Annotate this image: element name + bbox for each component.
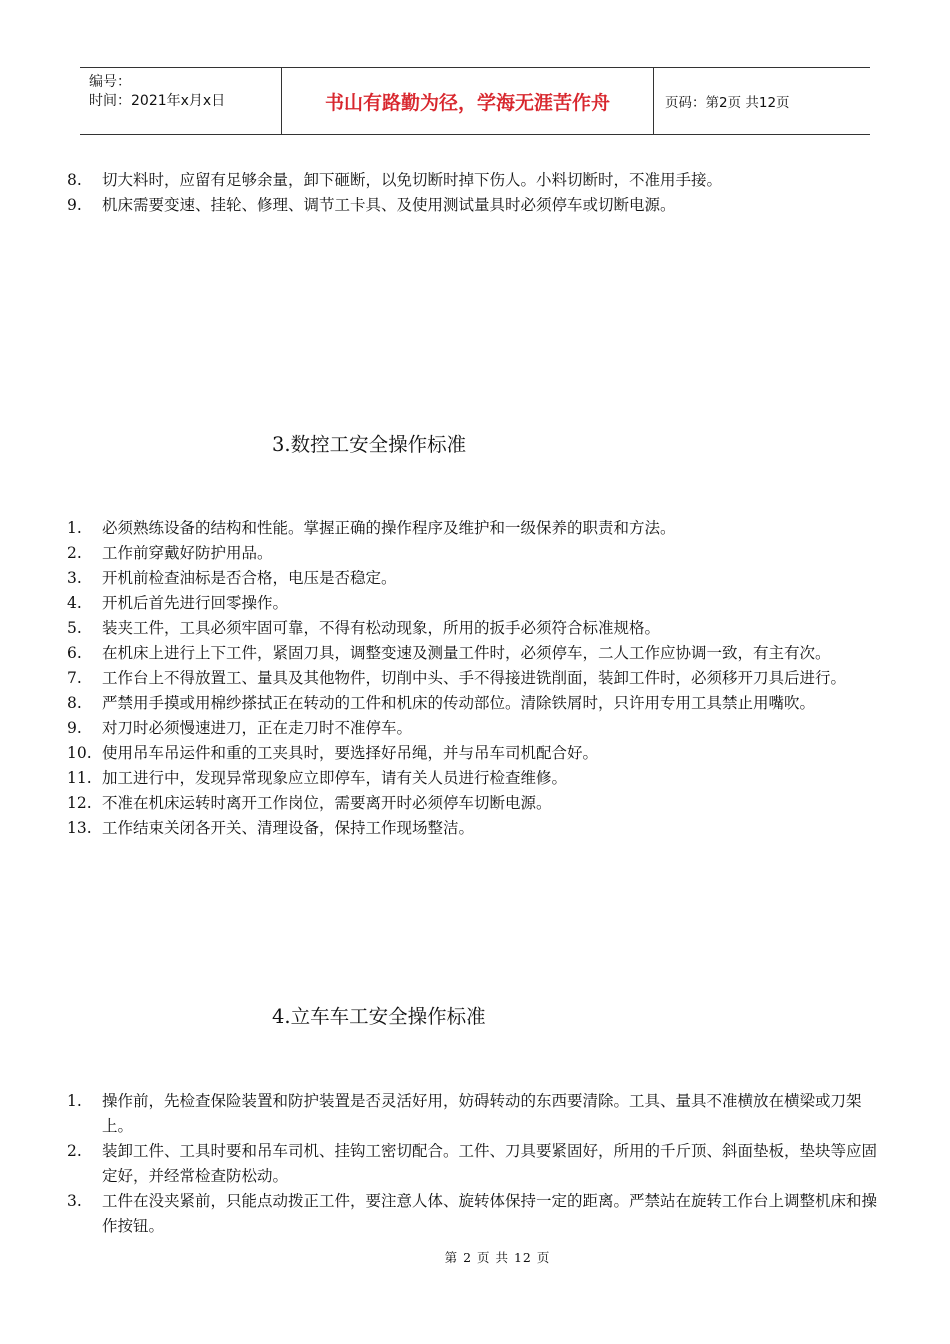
list-item-text: 在机床上进行上下工件，紧固刀具，调整变速及测量工件时，必须停车，二人工作应协调一致，有主有次。: [102, 644, 831, 662]
list-item-text: 机床需要变速、挂轮、修理、调节工卡具、及使用测试量具时必须停车或切断电源。: [102, 196, 676, 214]
list-item-number: 10.: [67, 744, 92, 762]
list-item-number: 13.: [67, 819, 92, 837]
list-item: [67, 591, 887, 616]
list-item-number: 3.: [67, 569, 82, 587]
list-item: [67, 616, 887, 641]
page-footer: 第 2 页 共 12 页: [444, 1250, 551, 1265]
list-item-number: 8.: [67, 171, 82, 189]
list-item-number: 8.: [67, 694, 82, 712]
list-item: [67, 816, 887, 841]
list-item-number: 2.: [67, 544, 82, 562]
list-item-text: 操作前，先检查保险装置和防护装置是否灵活好用，妨碍转动的东西要清除。工具、量具不准横放在横梁或刀架上。: [102, 1092, 862, 1135]
list-item: [67, 741, 887, 766]
header-meta: [80, 68, 282, 134]
list-item-number: 7.: [67, 669, 82, 687]
list-item-number: 3.: [67, 1192, 82, 1210]
list-top: [67, 168, 887, 218]
list-item-text: 严禁用手摸或用棉纱搽拭正在转动的工件和机床的传动部位。清除铁屑时，只许用专用工具禁止用嘴吹。: [102, 694, 816, 712]
list-item-number: 2.: [67, 1142, 82, 1160]
list-item-number: 6.: [67, 644, 82, 662]
list-item: [67, 193, 887, 218]
list-item: [67, 716, 887, 741]
list-item-text: 工作台上不得放置工、量具及其他物件，切削中头、手不得接进铣削面，装卸工件时，必须移开刀具后进行。: [102, 669, 847, 687]
list-item-text: 使用吊车吊运件和重的工夹具时，要选择好吊绳，并与吊车司机配合好。: [102, 744, 599, 762]
header-motto: 书山有路勤为径，学海无涯苦作舟: [282, 68, 654, 134]
list-item-text: 加工进行中，发现异常现象应立即停车，请有关人员进行检查维修。: [102, 769, 568, 787]
list-item-number: 9.: [67, 719, 82, 737]
list-item-text: 对刀时必须慢速进刀，正在走刀时不准停车。: [102, 719, 413, 737]
list-item-number: 11.: [67, 769, 92, 787]
list-item-text: 装卸工件、工具时要和吊车司机、挂钩工密切配合。工件、刀具要紧固好，所用的千斤顶、斜面垫板，垫块等应固定好，并经常检查防松动。: [102, 1142, 878, 1185]
list-item-number: 5.: [67, 619, 82, 637]
list-item-number: 9.: [67, 196, 82, 214]
list-item-text: 不准在机床运转时离开工作岗位，需要离开时必须停车切断电源。: [102, 794, 552, 812]
list-item-text: 工件在没夹紧前，只能点动拨正工件，要注意人体、旋转体保持一定的距离。严禁站在旋转工作台上调整机床和操作按钮。: [102, 1192, 878, 1235]
list-item-text: 工作结束关闭各开关、清理设备，保持工作现场整洁。: [102, 819, 475, 837]
list-item: [67, 791, 887, 816]
list-item-number: 12.: [67, 794, 92, 812]
date-label: 时间：2021年x月x日: [89, 93, 226, 109]
section-4-title: 4.立车车工安全操作标准: [272, 1005, 486, 1028]
list-item: [67, 641, 887, 666]
list-item: [67, 1189, 887, 1239]
section-4-list: [67, 1089, 887, 1239]
list-item: [67, 168, 887, 193]
list-item: [67, 516, 887, 541]
list-item-number: 4.: [67, 594, 82, 612]
list-item-text: 开机前检查油标是否合格，电压是否稳定。: [102, 569, 397, 587]
code-label: 编号：: [89, 74, 131, 90]
list-item: [67, 566, 887, 591]
header-page-info: 页码：第2页 共12页: [665, 95, 790, 111]
list-item-text: 切大料时，应留有足够余量，卸下砸断，以免切断时掉下伤人。小料切断时，不准用手接。: [102, 171, 723, 189]
list-item-number: 1.: [67, 519, 82, 537]
list-item: [67, 766, 887, 791]
list-item: [67, 666, 887, 691]
list-item-text: 必须熟练设备的结构和性能。掌握正确的操作程序及维护和一级保养的职责和方法。: [102, 519, 676, 537]
section-3-list: [67, 516, 887, 841]
header-table: [80, 67, 870, 135]
list-item: [67, 541, 887, 566]
list-item: [67, 691, 887, 716]
section-3-title: 3.数控工安全操作标准: [272, 433, 467, 456]
list-item-text: 装夹工件，工具必须牢固可靠，不得有松动现象，所用的扳手必须符合标准规格。: [102, 619, 661, 637]
list-item-number: 1.: [67, 1092, 82, 1110]
list-item-text: 工作前穿戴好防护用品。: [102, 544, 273, 562]
list-item: [67, 1089, 887, 1139]
list-item-text: 开机后首先进行回零操作。: [102, 594, 289, 612]
list-item: [67, 1139, 887, 1189]
